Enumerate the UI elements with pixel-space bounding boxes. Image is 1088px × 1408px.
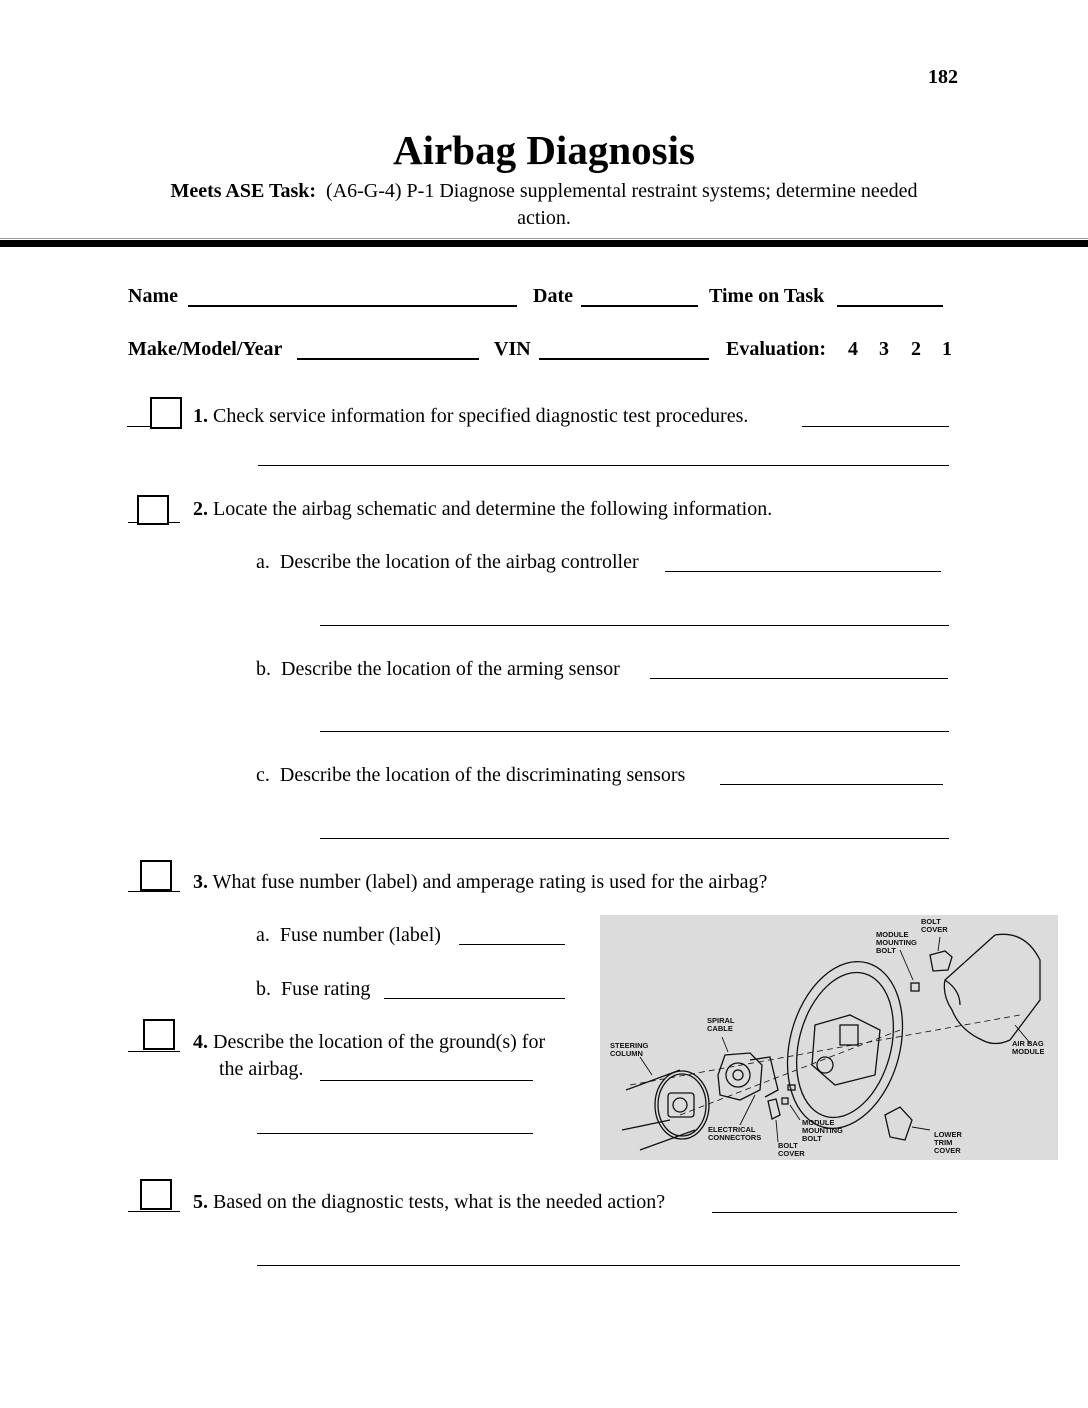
question-3a-letter: a. xyxy=(256,924,270,946)
question-2a-text: Describe the location of the airbag controller xyxy=(279,551,639,573)
make-model-year-label: Make/Model/Year xyxy=(128,338,283,360)
q1-checkbox[interactable] xyxy=(150,397,182,429)
q3-checkbox[interactable] xyxy=(140,860,172,891)
date-label: Date xyxy=(533,285,573,307)
q5-answer-line-2[interactable] xyxy=(257,1265,960,1266)
question-3 xyxy=(193,871,767,894)
question-4 xyxy=(193,1031,545,1054)
header-divider xyxy=(0,240,1088,247)
q1-answer-line-2[interactable] xyxy=(258,465,949,466)
steering-wheel-airbag-diagram xyxy=(600,915,1058,1160)
question-2-number: 2. xyxy=(193,498,208,520)
label-electrical-connectors: ELECTRICAL CONNECTORS xyxy=(708,1125,762,1142)
question-3-number: 3. xyxy=(193,871,208,893)
q2-checkbox[interactable] xyxy=(137,495,169,525)
q5-checkbox[interactable] xyxy=(140,1179,172,1210)
label-air-bag-module: AIR BAG MODULE xyxy=(1012,1039,1045,1056)
make-model-year-field[interactable] xyxy=(297,358,479,360)
q1-check-underline xyxy=(127,426,151,427)
q4-answer-line-1[interactable] xyxy=(320,1080,533,1081)
question-1-text: Check service information for specified diagnostic test procedures. xyxy=(213,405,749,427)
time-on-task-label: Time on Task xyxy=(709,285,825,307)
q4-check-underline xyxy=(128,1051,180,1052)
bolt-cover-bottom-part xyxy=(768,1099,780,1119)
steering-wheel-part xyxy=(770,949,920,1142)
question-3-text: What fuse number (label) and amperage rating is used for the airbag? xyxy=(212,871,768,893)
q3-check-underline xyxy=(128,891,180,892)
q2a-answer-line-1[interactable] xyxy=(665,571,941,572)
evaluation-option-2[interactable]: 2 xyxy=(911,338,921,360)
q3a-answer-line[interactable] xyxy=(459,944,565,945)
q2b-answer-line-2[interactable] xyxy=(320,731,949,732)
q2-check-underline-right xyxy=(168,522,180,523)
module-bolt-top-part xyxy=(911,983,919,991)
question-3b xyxy=(256,978,370,1001)
q5-check-underline xyxy=(128,1211,180,1212)
page-title: Airbag Diagnosis xyxy=(393,127,695,173)
question-4-text-line2: the airbag. xyxy=(219,1058,304,1080)
q2a-answer-line-2[interactable] xyxy=(320,625,949,626)
q1-answer-line-1[interactable] xyxy=(802,426,949,427)
question-3a-text: Fuse number (label) xyxy=(279,924,441,946)
exploded-view-illustration xyxy=(600,915,1058,1160)
evaluation-option-1[interactable]: 1 xyxy=(942,338,952,360)
question-2a xyxy=(256,551,639,574)
air-bag-module-part xyxy=(944,934,1040,1043)
label-module-mounting-bolt-bottom: MODULE MOUNTING BOLT xyxy=(802,1118,843,1143)
question-2c-text: Describe the location of the discriminating sensors xyxy=(279,764,686,786)
label-lower-trim-cover: LOWER TRIM COVER xyxy=(934,1130,962,1155)
steering-column-part xyxy=(622,1070,709,1150)
question-2a-letter: a. xyxy=(256,551,270,573)
vin-label: VIN xyxy=(494,338,531,360)
time-on-task-field[interactable] xyxy=(837,305,943,307)
ase-task-text-line1: (A6-G-4) P-1 Diagnose supplemental restraint systems; determine needed xyxy=(326,180,918,202)
vin-field[interactable] xyxy=(539,358,709,360)
page-number: 182 xyxy=(928,66,958,88)
question-3b-text: Fuse rating xyxy=(281,978,371,1000)
question-4-text-line1: Describe the location of the ground(s) for xyxy=(213,1031,546,1053)
assembly-axis-line xyxy=(680,1030,900,1115)
question-3a xyxy=(256,924,441,947)
evaluation-option-4[interactable]: 4 xyxy=(848,338,858,360)
evaluation-option-3[interactable]: 3 xyxy=(879,338,889,360)
name-field[interactable] xyxy=(188,305,517,307)
evaluation-label: Evaluation: xyxy=(726,338,827,360)
question-2b xyxy=(256,658,620,681)
name-label: Name xyxy=(128,285,178,307)
bolt-cover-top-part xyxy=(930,951,952,971)
question-5-number: 5. xyxy=(193,1191,208,1213)
q4-checkbox[interactable] xyxy=(143,1019,175,1050)
question-4-number: 4. xyxy=(193,1031,208,1053)
q2c-answer-line-2[interactable] xyxy=(320,838,949,839)
question-3b-letter: b. xyxy=(256,978,271,1000)
ase-task-text-line2: action. xyxy=(517,207,571,229)
question-5-text: Based on the diagnostic tests, what is the needed action? xyxy=(213,1191,666,1213)
question-1-number: 1. xyxy=(193,405,208,427)
ase-task-label: Meets ASE Task: xyxy=(170,180,317,202)
question-2c xyxy=(256,764,685,787)
question-2c-letter: c. xyxy=(256,764,270,786)
question-2-text: Locate the airbag schematic and determine the following information. xyxy=(213,498,773,520)
label-bolt-cover-top: BOLT COVER xyxy=(921,917,948,934)
question-5 xyxy=(193,1191,665,1214)
q5-answer-line-1[interactable] xyxy=(712,1212,957,1213)
question-2b-text: Describe the location of the arming sensor xyxy=(281,658,620,680)
question-2b-letter: b. xyxy=(256,658,271,680)
q2c-answer-line-1[interactable] xyxy=(720,784,943,785)
electrical-connector-part xyxy=(788,1085,795,1090)
label-bolt-cover-bottom: BOLT COVER xyxy=(778,1141,805,1158)
lower-trim-cover-part xyxy=(885,1107,912,1140)
question-1 xyxy=(193,405,748,428)
label-module-mounting-bolt-top: MODULE MOUNTING BOLT xyxy=(876,930,917,955)
module-bolt-bottom-part xyxy=(782,1098,788,1104)
question-2 xyxy=(193,498,772,521)
q4-answer-line-2[interactable] xyxy=(257,1133,533,1134)
label-spiral-cable: SPIRAL CABLE xyxy=(707,1016,735,1033)
q3b-answer-line[interactable] xyxy=(384,998,565,999)
date-field[interactable] xyxy=(581,305,698,307)
q2b-answer-line-1[interactable] xyxy=(650,678,948,679)
ase-task-statement xyxy=(0,178,1088,232)
label-steering-column: STEERING COLUMN xyxy=(610,1041,649,1058)
header-divider-thin xyxy=(0,238,1088,239)
